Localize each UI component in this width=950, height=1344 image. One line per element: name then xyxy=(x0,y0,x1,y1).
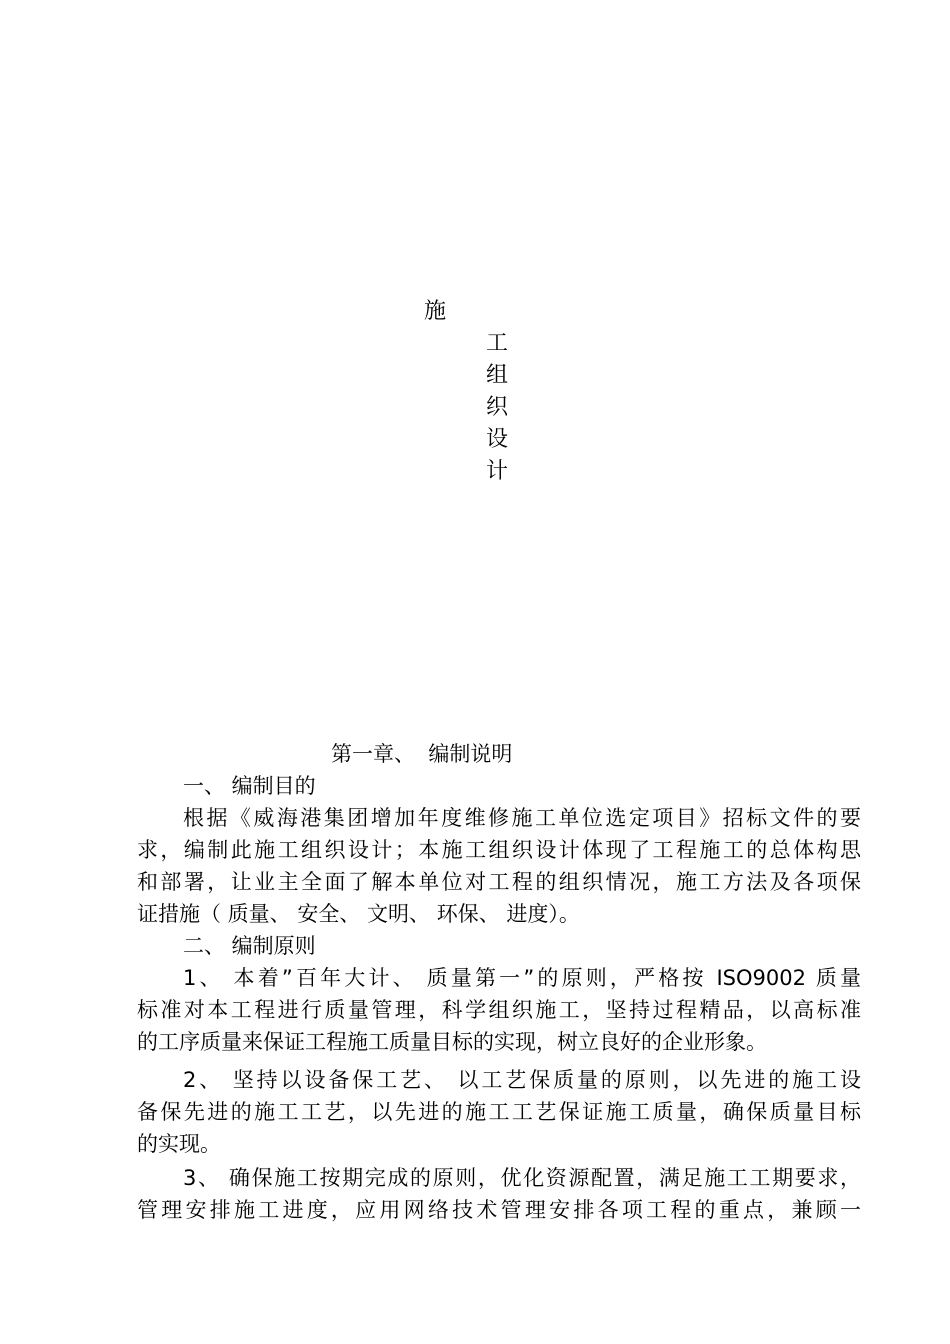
cover-title-char: 织 xyxy=(486,395,509,420)
paragraph-line: 标准对本工程进行质量管理，科学组织施工，坚持过程精品，以高标准 xyxy=(137,998,861,1022)
cover-title-first-char: 施 xyxy=(424,299,447,324)
cover-title-char: 工 xyxy=(486,331,509,356)
section-heading-principles: 二、 编制原则 xyxy=(183,934,316,958)
paragraph-line: 的工序质量来保证工程施工质量目标的实现，树立良好的企业形象。 xyxy=(137,1030,767,1054)
paragraph-line: 和部署，让业主全面了解本单位对工程的组织情况，施工方法及各项保 xyxy=(137,870,861,894)
paragraph-line: 证措施（ 质量、 安全、 文明、 环保、 进度）。 xyxy=(137,902,580,926)
cover-title-vertical xyxy=(486,328,512,488)
paragraph-line: 备保先进的施工工艺，以先进的施工工艺保证施工质量，确保质量目标 xyxy=(137,1100,861,1124)
paragraph-line: 根据《威海港集团增加年度维修施工单位选定项目》招标文件的要 xyxy=(183,806,861,830)
paragraph-line: 的实现。 xyxy=(137,1132,221,1156)
chapter-heading: 第一章、 编制说明 xyxy=(331,742,513,766)
paragraph-line: 3、 确保施工按期完成的原则，优化资源配置，满足施工工期要求， xyxy=(183,1166,861,1190)
paragraph-line: 管理安排施工进度，应用网络技术管理安排各项工程的重点，兼顾一 xyxy=(137,1198,861,1222)
cover-title-char: 计 xyxy=(486,459,509,484)
paragraph-line: 2、 坚持以设备保工艺、 以工艺保质量的原则，以先进的施工设 xyxy=(183,1068,861,1092)
paragraph-line: 1、 本着”百年大计、 质量第一”的原则，严格按 ISO9002 质量 xyxy=(183,966,861,990)
section-heading-purpose: 一、 编制目的 xyxy=(183,774,316,798)
cover-title-char: 组 xyxy=(486,363,509,388)
paragraph-line: 求，编制此施工组织设计；本施工组织设计体现了工程施工的总体构思 xyxy=(137,838,861,862)
cover-title-char: 设 xyxy=(486,427,509,452)
